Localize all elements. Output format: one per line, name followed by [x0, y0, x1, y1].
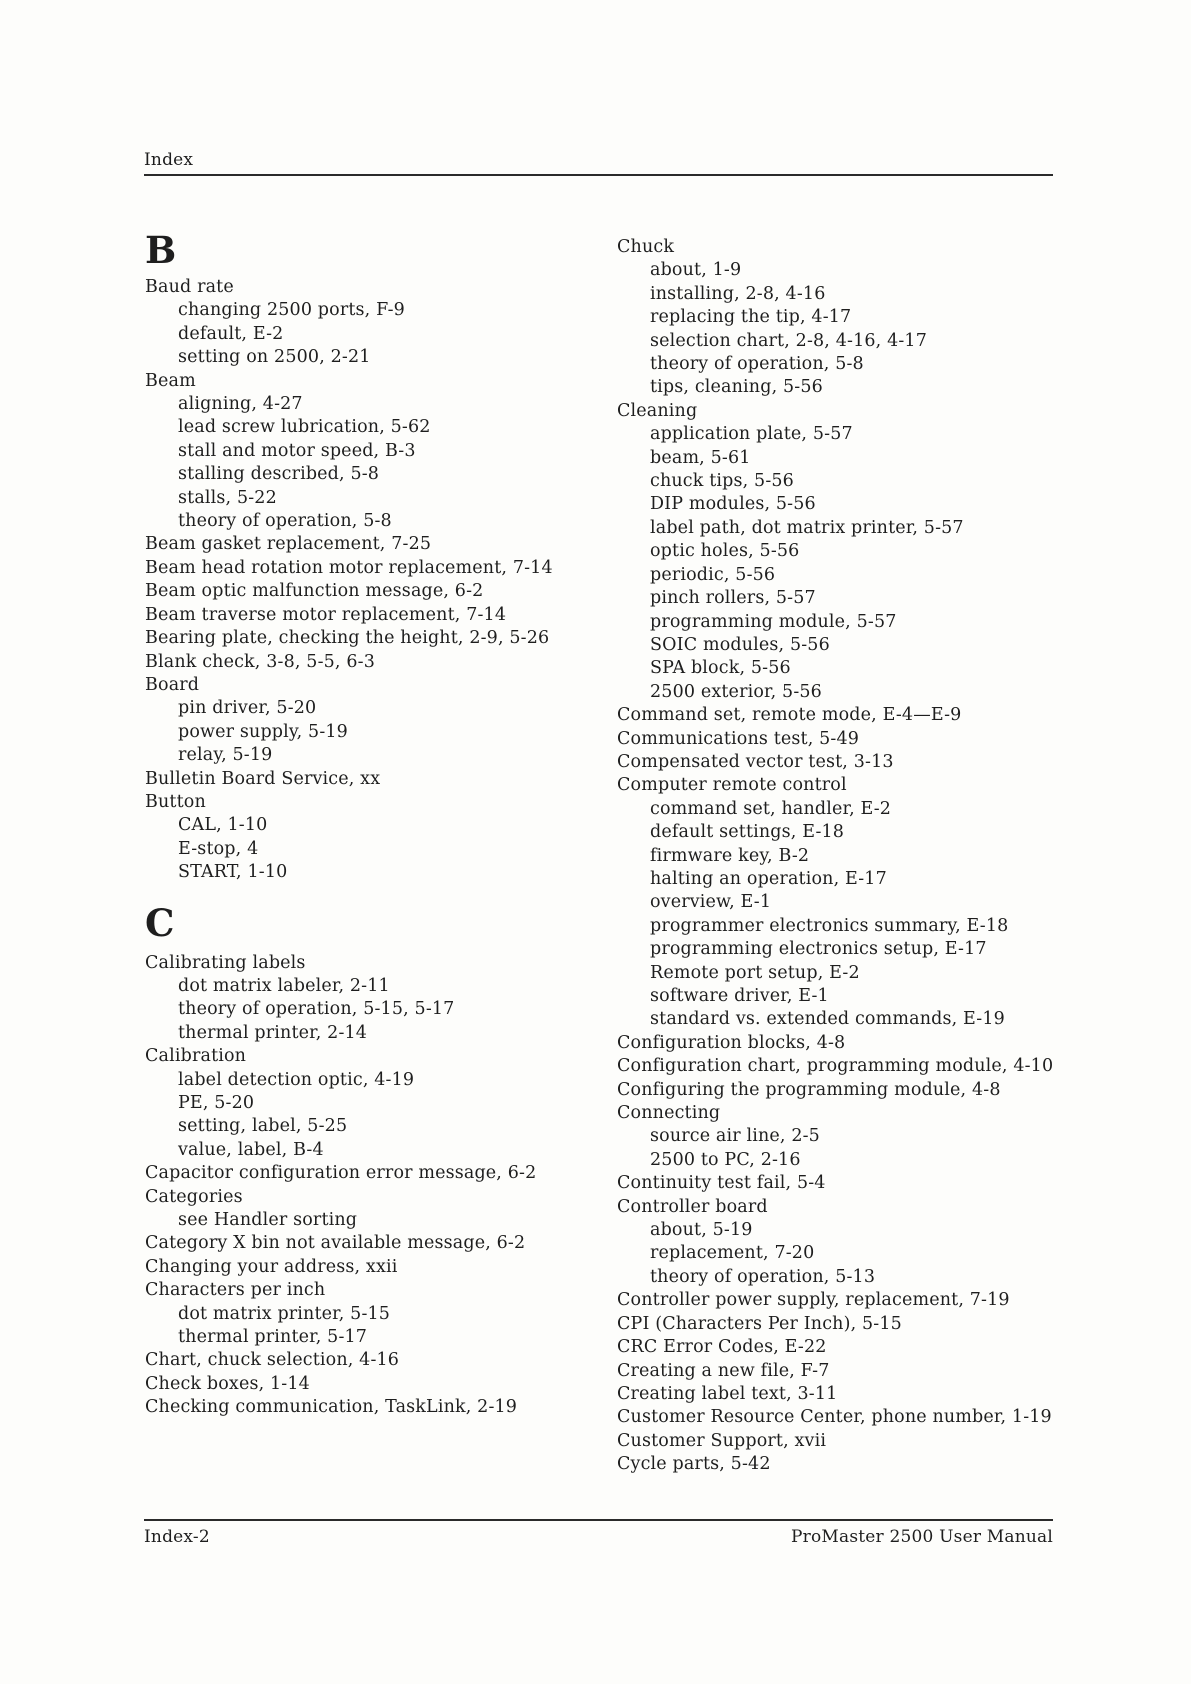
index-entry: Cleaning	[617, 400, 698, 421]
index-entry: Categories	[145, 1186, 243, 1207]
page-footer	[144, 1519, 1053, 1548]
index-entry: Category X bin not available message, 6-2	[145, 1233, 526, 1254]
index-subentry: theory of operation, 5-13	[650, 1266, 876, 1287]
index-subentry: software driver, E-1	[650, 986, 829, 1006]
index-entry: Chart, chuck selection, 4-16	[145, 1350, 400, 1371]
index-entry: Check boxes, 1-14	[145, 1373, 310, 1394]
index-subentry: SPA block, 5-56	[650, 658, 791, 679]
index-subentry: label path, dot matrix printer, 5-57	[650, 517, 964, 538]
index-entry: Calibrating labels	[145, 952, 306, 973]
index-subentry: chuck tips, 5-56	[650, 471, 794, 492]
index-column-right	[617, 236, 1087, 1477]
index-subentry: pinch rollers, 5-57	[650, 588, 816, 609]
index-entry: CRC Error Codes, E-22	[617, 1337, 827, 1358]
index-subentry: setting on 2500, 2-21	[178, 347, 371, 368]
index-entry: Creating label text, 3-11	[617, 1383, 838, 1404]
index-subentry: about, 1-9	[650, 260, 742, 281]
index-entry: Customer Resource Center, phone number, 1-19	[617, 1407, 1052, 1428]
index-subentry: replacement, 7-20	[650, 1243, 815, 1264]
index-subentry: theory of operation, 5-8	[650, 354, 864, 375]
index-entry: Baud rate	[145, 277, 234, 297]
footer-manual-title: ProMaster 2500 User Manual	[790, 1527, 1053, 1547]
index-entry: Beam	[145, 370, 196, 391]
index-entry: Controller board	[617, 1196, 768, 1217]
index-entry: Creating a new file, F-7	[617, 1360, 830, 1381]
index-entry: Configuration blocks, 4-8	[617, 1032, 846, 1053]
index-entry: Beam traverse motor replacement, 7-14	[145, 604, 507, 625]
index-subentry: 2500 exterior, 5-56	[650, 681, 822, 702]
index-subentry: DIP modules, 5-56	[650, 494, 816, 515]
index-subentry: standard vs. extended commands, E-19	[650, 1009, 1005, 1030]
index-entry: Configuration chart, programming module, 4-10	[617, 1056, 1054, 1077]
index-subentry: START, 1-10	[178, 862, 288, 883]
index-subentry: beam, 5-61	[650, 447, 751, 468]
footer-rule	[144, 1519, 1053, 1521]
index-subentry: CAL, 1-10	[178, 815, 268, 836]
index-subentry: relay, 5-19	[178, 745, 273, 766]
index-entry: Customer Support, xvii	[617, 1430, 827, 1451]
index-entry: Configuring the programming module, 4-8	[617, 1079, 1001, 1100]
index-entry: Compensated vector test, 3-13	[617, 751, 894, 772]
index-subentry: programming module, 5-57	[650, 611, 897, 632]
index-subentry: firmware key, B-2	[650, 845, 810, 866]
footer-page-number: Index-2	[144, 1527, 210, 1547]
index-section-heading: B	[145, 228, 177, 272]
index-subentry: application plate, 5-57	[650, 424, 853, 445]
index-subentry: installing, 2-8, 4-16	[650, 283, 826, 304]
index-column-left	[145, 230, 610, 1420]
index-subentry: stalls, 5-22	[178, 487, 277, 508]
index-subentry: programming electronics setup, E-17	[650, 939, 987, 960]
index-subentry: stalling described, 5-8	[178, 464, 380, 485]
index-subentry: command set, handler, E-2	[650, 798, 892, 819]
index-entry: Changing your address, xxii	[145, 1256, 398, 1277]
running-header	[144, 150, 1053, 176]
index-entry: Beam optic malfunction message, 6-2	[145, 581, 484, 602]
index-entry: Cycle parts, 5-42	[617, 1454, 771, 1475]
index-subentry: 2500 to PC, 2-16	[650, 1149, 801, 1170]
index-subentry: halting an operation, E-17	[650, 868, 887, 889]
index-subentry: see Handler sorting	[178, 1210, 358, 1231]
index-subentry: thermal printer, 5-17	[178, 1327, 368, 1348]
index-entry: Beam gasket replacement, 7-25	[145, 534, 432, 555]
index-subentry: about, 5-19	[650, 1220, 753, 1241]
index-entry: Beam head rotation motor replacement, 7-14	[145, 557, 553, 578]
index-subentry: selection chart, 2-8, 4-16, 4-17	[650, 330, 927, 351]
index-entry: Command set, remote mode, E-4—E-9	[617, 705, 962, 726]
index-subentry: default settings, E-18	[650, 822, 845, 843]
index-entry: Board	[145, 674, 200, 695]
running-header-title: Index	[144, 150, 194, 170]
index-subentry: replacing the tip, 4-17	[650, 307, 852, 328]
index-entry: CPI (Characters Per Inch), 5-15	[617, 1313, 902, 1334]
index-entry: Chuck	[617, 237, 675, 257]
index-subentry: lead screw lubrication, 5-62	[178, 417, 431, 438]
index-subentry: PE, 5-20	[178, 1093, 255, 1113]
index-subentry: overview, E-1	[650, 892, 772, 913]
header-rule	[144, 174, 1053, 176]
index-entry: Blank check, 3-8, 5-5, 6-3	[145, 651, 375, 672]
index-subentry: stall and motor speed, B-3	[178, 440, 416, 461]
index-subentry: Remote port setup, E-2	[650, 962, 860, 983]
index-subentry: dot matrix labeler, 2-11	[178, 975, 390, 996]
index-subentry: SOIC modules, 5-56	[650, 634, 830, 655]
index-section-heading: C	[145, 900, 175, 945]
index-subentry: thermal printer, 2-14	[178, 1022, 368, 1043]
index-entry: Bulletin Board Service, xx	[145, 768, 381, 789]
index-subentry: value, label, B-4	[178, 1139, 324, 1160]
index-subentry: default, E-2	[178, 323, 284, 344]
index-entry: Button	[145, 791, 206, 812]
index-subentry: dot matrix printer, 5-15	[178, 1303, 391, 1324]
index-subentry: optic holes, 5-56	[650, 541, 800, 562]
index-subentry: source air line, 2-5	[650, 1126, 820, 1147]
index-entry: Bearing plate, checking the height, 2-9, 5-26	[145, 628, 550, 649]
index-subentry: aligning, 4-27	[178, 394, 303, 415]
footer-text-row	[144, 1527, 1053, 1548]
index-entry: Capacitor configuration error message, 6-2	[145, 1163, 537, 1184]
index-entry: Controller power supply, replacement, 7-19	[617, 1290, 1010, 1311]
index-entry: Characters per inch	[145, 1280, 326, 1301]
index-entry: Connecting	[617, 1103, 721, 1124]
index-subentry: power supply, 5-19	[178, 721, 348, 742]
index-subentry: setting, label, 5-25	[178, 1116, 348, 1137]
index-subentry: periodic, 5-56	[650, 564, 776, 585]
index-entry: Checking communication, TaskLink, 2-19	[145, 1397, 518, 1418]
index-entry: Calibration	[145, 1046, 247, 1067]
index-subentry: pin driver, 5-20	[178, 698, 317, 719]
index-subentry: label detection optic, 4-19	[178, 1069, 415, 1090]
index-subentry: theory of operation, 5-15, 5-17	[178, 999, 455, 1020]
index-subentry: changing 2500 ports, F-9	[178, 300, 405, 321]
index-entry: Continuity test fail, 5-4	[617, 1173, 826, 1194]
index-entry: Communications test, 5-49	[617, 728, 860, 749]
index-subentry: programmer electronics summary, E-18	[650, 915, 1009, 936]
index-entry: Computer remote control	[617, 775, 847, 796]
index-subentry: E-stop, 4	[178, 838, 259, 859]
index-subentry: tips, cleaning, 5-56	[650, 377, 823, 398]
index-subentry: theory of operation, 5-8	[178, 511, 392, 532]
